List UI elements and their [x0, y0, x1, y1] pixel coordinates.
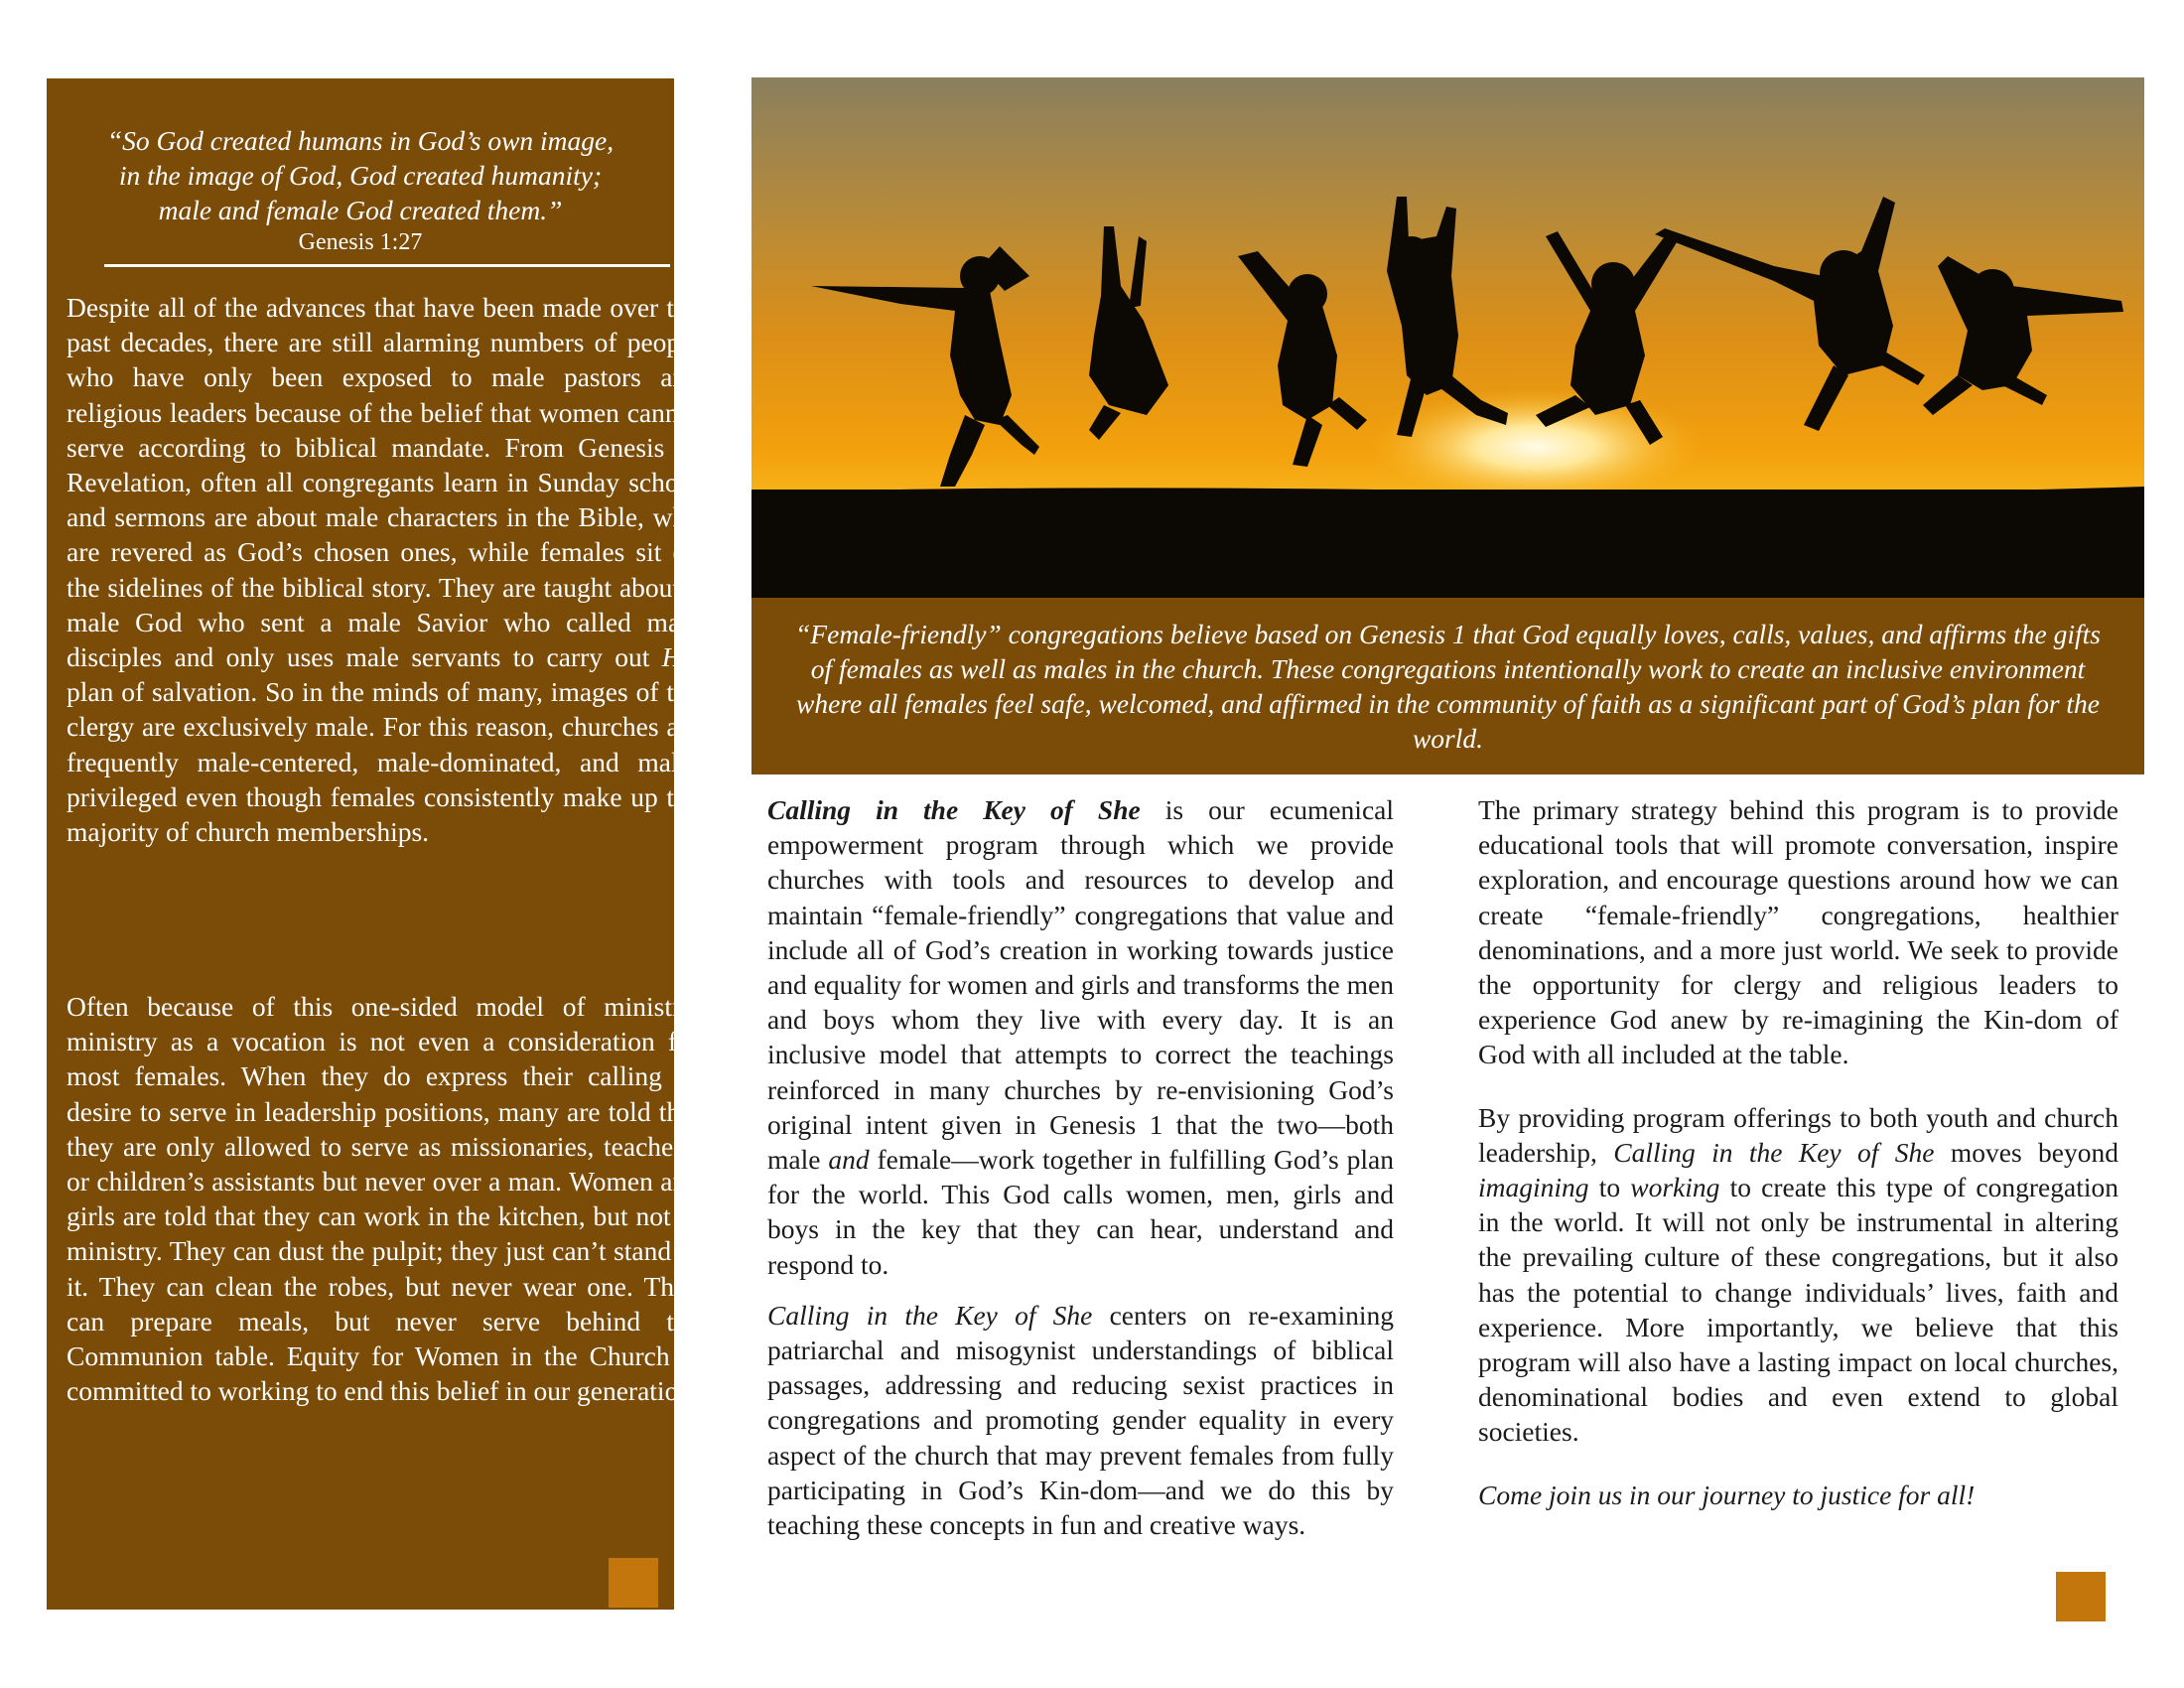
middle-paragraph-1	[767, 792, 1394, 1282]
middle-column	[767, 792, 1394, 1542]
right-column	[1478, 792, 2118, 1512]
middle-paragraph-2	[767, 1298, 1394, 1542]
decorative-square	[2056, 1572, 2106, 1621]
left-paragraph-1-text: Despite all of the advances that have been made over the past decades, there are still alarming numbers of people who have only been exposed to male pastors and religious leaders because of the belief that women cannot serve according to biblical mandate. From Genesis to Revelation, often all congregants learn in Sunday school and sermons are about male characters in the Bible, who are revered as God’s chosen ones, while females sit on the sidelines of the biblical story. They are taught about a male God who sent a male Savior who called male disciples and only uses male servants to carry out	[67, 292, 700, 673]
scripture-reference: Genesis 1:27	[298, 229, 423, 255]
left-paragraph-1	[67, 290, 700, 849]
right-paragraph-2	[1478, 1100, 2118, 1450]
quote-divider	[104, 264, 670, 267]
middle-paragraph-1-text-end: female—work together in fulfilling God’s plan for the world. This God calls women, men, girls and boys in the key that they can hear, understand and respond to.	[767, 1144, 1394, 1280]
right-paragraph-2-text-d: to create this type of congregation in the world. It will not only be instrumental in altering the prevailing culture of these congregations, but it also has the potential to change individuals’ lives, faith and experience. More importantly, we believe that this program will also have a lasting impact on local churches, denominational bodies and even extend to global societies.	[1478, 1172, 2118, 1448]
program-title: Calling in the Key of She	[767, 794, 1141, 825]
right-paragraph-2-text-c: to	[1588, 1172, 1631, 1203]
scripture-quote: “So God created humans in God’s own image, in the image of God, God created humanity; male and female God created them.”	[106, 125, 614, 225]
closing-invitation: Come join us in our journey to justice for all!	[1478, 1478, 1976, 1510]
middle-paragraph-1-emphasis: and	[828, 1144, 870, 1176]
program-title-italic: Calling in the Key of She	[1613, 1136, 1935, 1168]
program-title-italic: Calling in the Key of She	[767, 1299, 1093, 1331]
right-paragraph-2-text-b: moves beyond	[1934, 1136, 2118, 1168]
right-paragraph-1: The primary strategy behind this program is to provide educational tools that will promote conversation, inspire exploration, and encourage questions around how we can create “female-friendly” congregations, healthier denominations, and a more just world. We seek to provide the opportunity for clergy and religious leaders to experience God anew by re-imagining the Kin-dom of God with all included at the table.	[1478, 794, 2118, 1070]
caption-band	[751, 598, 2144, 774]
left-paragraph-2: Often because of this one-sided model of ministry, ministry as a vocation is not even a consideration for most females. When they do express their calling or desire to serve in leadership positions, many are told that they are only allowed to serve as missionaries, teachers, or children’s assistants but never over a man. Women and girls are told that they can work in the kitchen, but not in ministry. They can dust the pulpit; they just can’t stand in it. They can clean the robes, but never wear one. They can prepare meals, but never serve behind the Communion table. Equity for Women in the Church is committed to working to end this belief in our generation.	[67, 991, 700, 1407]
decorative-square	[609, 1558, 658, 1608]
female-friendly-caption: “Female-friendly” congregations believe based on Genesis 1 that God equally loves, calls, values, and affirms the gifts of females as well as males in the church. These congregations intentionally work to create an inclusive environment where all females feel safe, welcomed, and affirmed in the community of faith as a significant part of God’s plan for the world.	[795, 619, 2101, 754]
middle-paragraph-1-text: is our ecumenical empowerment program through which we provide churches with tools and resources to develop and maintain “female-friendly” congregations that value and include all of God’s creation in working towards justice and equality for women and girls and transforms the men and boys whom they live with every day. It is an inclusive model that attempts to correct the teachings reinforced in many churches by re-envisioning God’s original intent given in Genesis 1 that the two—both male	[767, 794, 1394, 1176]
right-paragraph-2-text: By providing program offerings to both youth and church leadership,	[1478, 1101, 2118, 1168]
left-paragraph-1-text-end: plan of salvation. So in the minds of many, images of the clergy are exclusively male. For this reason, churches are frequently male-centered, male-dominated, and male-privileged even though females consistently make up the majority of church memberships.	[67, 676, 700, 848]
emphasis-working: working	[1630, 1172, 1720, 1203]
scripture-quote-block	[47, 123, 674, 257]
emphasis-imagining: imagining	[1478, 1172, 1589, 1203]
jumping-silhouettes-photo	[751, 77, 2144, 598]
middle-paragraph-2-text: centers on re-examining patriarchal and misogynist understandings of biblical passages, addressing and reducing sexist practices in congregations and promoting gender equality in every aspect of the church that may prevent females from fully participating in God’s Kin-dom—and we do this by teaching these concepts in fun and creative ways.	[767, 1299, 1394, 1541]
left-paragraph-1-emphasis: His	[661, 641, 700, 673]
left-panel	[47, 78, 700, 1610]
